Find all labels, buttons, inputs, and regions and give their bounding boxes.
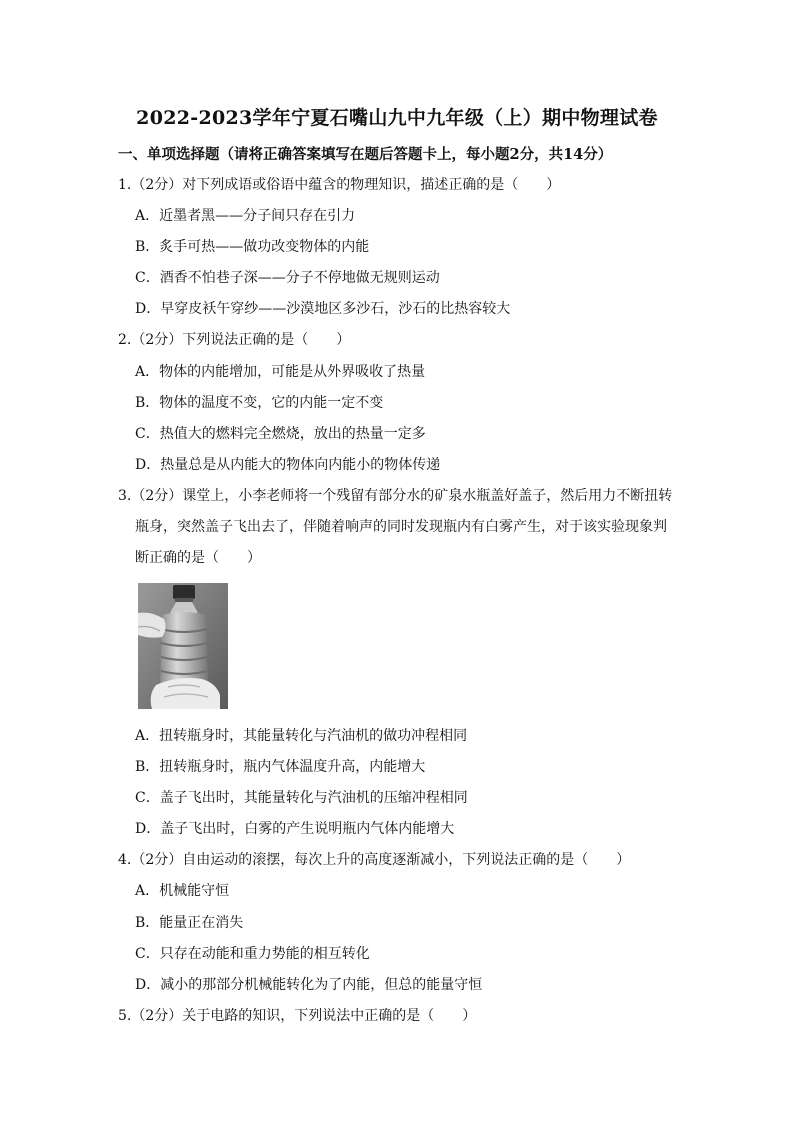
- question-1-option-c: C．酒香不怕巷子深——分子不停地做无规则运动: [135, 270, 440, 286]
- question-3-option-a: A．扭转瓶身时，其能量转化与汽油机的做功冲程相同: [135, 728, 468, 744]
- question-5-stem: 5.（2分）关于电路的知识，下列说法中正确的是（ ）: [118, 1008, 477, 1024]
- question-3-option-d: D．盖子飞出时，白雾的产生说明瓶内气体内能增大: [135, 821, 455, 837]
- question-4-stem: 4.（2分）自由运动的滚摆，每次上升的高度逐渐减小，下列说法正确的是（ ）: [118, 852, 631, 868]
- question-3-stem-line-3: 断正确的是（ ）: [135, 550, 261, 566]
- question-1-stem: 1.（2分）对下列成语或俗语中蕴含的物理知识，描述正确的是（ ）: [118, 177, 561, 193]
- question-4-option-a: A．机械能守恒: [135, 883, 230, 899]
- question-1-option-b: B．炙手可热——做功改变物体的内能: [135, 239, 370, 255]
- question-4-option-b: B．能量正在消失: [135, 915, 244, 931]
- question-2-option-b: B．物体的温度不变，它的内能一定不变: [135, 395, 384, 411]
- exam-title: 2022-2023学年宁夏石嘴山九中九年级（上）期中物理试卷: [136, 107, 658, 129]
- question-2-stem: 2.（2分）下列说法正确的是（ ）: [118, 332, 351, 348]
- question-2-option-a: A．物体的内能增加，可能是从外界吸收了热量: [135, 364, 426, 380]
- question-1-option-a: A．近墨者黑——分子间只存在引力: [135, 208, 356, 224]
- question-2-option-c: C．热值大的燃料完全燃烧，放出的热量一定多: [135, 426, 426, 442]
- question-3-stem-line-2: 瓶身，突然盖子飞出去了，伴随着响声的同时发现瓶内有白雾产生，对于该实验现象判: [135, 519, 667, 535]
- bottle-photo: [138, 583, 228, 709]
- bottle-photo-illustration: [138, 583, 228, 709]
- question-3-stem-line-1: 3.（2分）课堂上，小李老师将一个残留有部分水的矿泉水瓶盖好盖子，然后用力不断扭转: [118, 488, 673, 504]
- question-3-option-c: C．盖子飞出时，其能量转化与汽油机的压缩冲程相同: [135, 790, 468, 806]
- question-1-option-d: D．早穿皮袄午穿纱——沙漠地区多沙石，沙石的比热容较大: [135, 301, 511, 317]
- question-2-option-d: D．热量总是从内能大的物体向内能小的物体传递: [135, 457, 441, 473]
- question-3-option-b: B．扭转瓶身时，瓶内气体温度升高，内能增大: [135, 759, 426, 775]
- question-4-option-d: D．减小的那部分机械能转化为了内能，但总的能量守恒: [135, 977, 483, 993]
- section-heading: 一、单项选择题（请将正确答案填写在题后答题卡上，每小题2分，共14分）: [118, 146, 613, 163]
- question-4-option-c: C．只存在动能和重力势能的相互转化: [135, 946, 370, 962]
